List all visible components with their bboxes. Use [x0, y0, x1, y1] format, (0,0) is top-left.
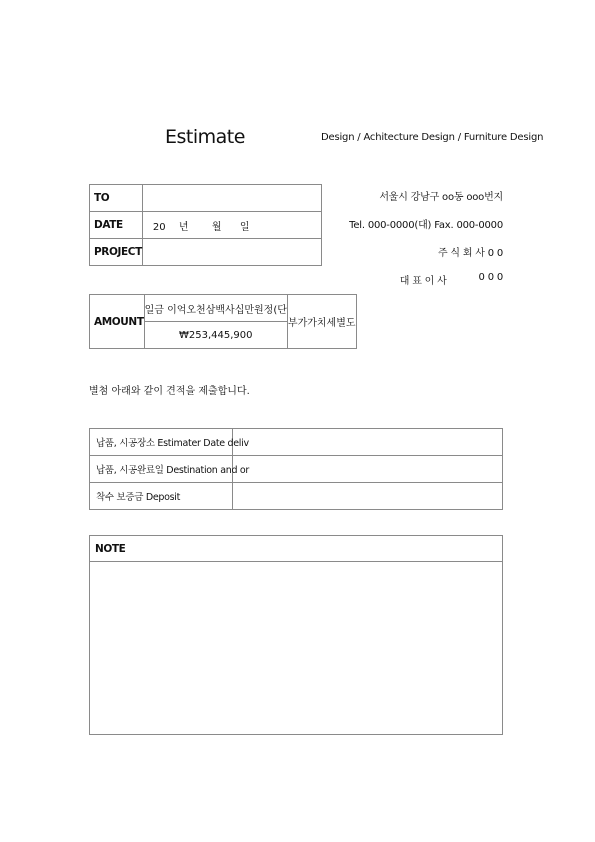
info-table	[89, 184, 322, 266]
table-row	[90, 295, 357, 322]
date-label: DATE	[90, 212, 143, 239]
amount-label: AMOUNT	[90, 295, 145, 349]
intro-text: 별첨 아래와 같이 견적을 제출합니다.	[89, 386, 250, 397]
company-contact: Tel. 000-0000(대) Fax. 000-0000	[349, 220, 503, 231]
table-row	[90, 239, 322, 266]
date-year: 20	[152, 221, 166, 233]
amount-korean: 일금 이억오천삼백사십만원정(단	[144, 295, 287, 322]
table-row	[90, 185, 322, 212]
table-row	[90, 429, 503, 456]
company-name: 주 식 회 사 0 0	[437, 248, 503, 259]
note-label: NOTE	[90, 536, 502, 562]
completion-date-label: 납품, 시공완료일 Destination and or	[90, 456, 233, 483]
company-ceo	[400, 272, 503, 287]
completion-date-value[interactable]	[233, 456, 503, 483]
date-day-unit: 일	[239, 221, 250, 233]
delivery-table	[89, 428, 503, 510]
to-label: TO	[90, 185, 143, 212]
ceo-name: 0 0 0	[478, 272, 503, 283]
company-address: 서울시 강남구 oo동 ooo번지	[379, 192, 503, 203]
project-value[interactable]	[142, 239, 321, 266]
note-body[interactable]	[90, 562, 502, 734]
table-row	[90, 212, 322, 239]
table-row	[90, 456, 503, 483]
date-year-unit: 년	[178, 221, 189, 233]
to-value[interactable]	[142, 185, 321, 212]
date-month-unit: 월	[211, 221, 222, 233]
document-subtitle: Design / Achitecture Design / Furniture Design	[321, 132, 544, 143]
project-label: PROJECT	[90, 239, 143, 266]
ceo-label: 대 표 이 사	[399, 276, 447, 287]
note-box	[89, 535, 503, 735]
amount-number: ₩253,445,900	[144, 322, 287, 349]
date-value[interactable]	[142, 212, 321, 239]
deposit-value[interactable]	[233, 483, 503, 510]
vat-note: 부가가치세별도	[287, 295, 356, 349]
deposit-label: 착수 보증금 Deposit	[90, 483, 233, 510]
document-title: Estimate	[165, 126, 245, 148]
table-row	[90, 483, 503, 510]
delivery-location-value[interactable]	[233, 429, 503, 456]
delivery-location-label: 납품, 시공장소 Estimater Date deliv	[90, 429, 233, 456]
amount-table	[89, 294, 357, 349]
